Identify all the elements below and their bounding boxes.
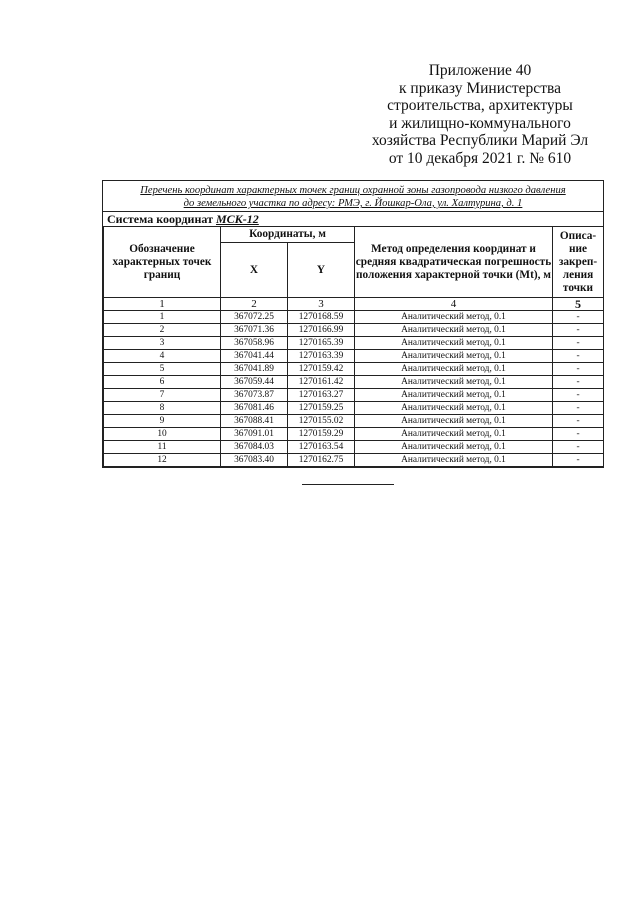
cell-y: 1270168.59 bbox=[288, 311, 355, 324]
coordinate-system bbox=[103, 211, 603, 226]
table-row bbox=[104, 454, 604, 467]
appendix-line: от 10 декабря 2021 г. № 610 bbox=[388, 149, 572, 167]
cell-x: 367059.44 bbox=[221, 376, 288, 389]
table-row bbox=[104, 311, 604, 324]
cell-x: 367088.41 bbox=[221, 415, 288, 428]
cell-y: 1270163.39 bbox=[288, 350, 355, 363]
coordinates-table bbox=[103, 226, 604, 467]
cell-y: 1270161.42 bbox=[288, 376, 355, 389]
cell-method: Аналитический метод, 0.1 bbox=[355, 350, 553, 363]
cell-y: 1270165.39 bbox=[288, 337, 355, 350]
cell-point-number: 9 bbox=[104, 415, 221, 428]
cell-y: 1270162.75 bbox=[288, 454, 355, 467]
appendix-header bbox=[330, 62, 630, 167]
document-title bbox=[103, 181, 603, 211]
cell-description: - bbox=[553, 311, 604, 324]
cell-x: 367041.89 bbox=[221, 363, 288, 376]
table-row bbox=[104, 376, 604, 389]
column-number: 1 bbox=[104, 298, 221, 311]
table-row bbox=[104, 428, 604, 441]
cell-method: Аналитический метод, 0.1 bbox=[355, 402, 553, 415]
cell-x: 367084.03 bbox=[221, 441, 288, 454]
table-row bbox=[104, 350, 604, 363]
cell-point-number: 11 bbox=[104, 441, 221, 454]
appendix-line: Приложение 40 bbox=[428, 62, 532, 79]
cell-point-number: 4 bbox=[104, 350, 221, 363]
cell-y: 1270163.27 bbox=[288, 389, 355, 402]
cell-point-number: 1 bbox=[104, 311, 221, 324]
column-number: 2 bbox=[221, 298, 288, 311]
cell-x: 367081.46 bbox=[221, 402, 288, 415]
table-row bbox=[104, 389, 604, 402]
coordinate-system-value: МСК-12 bbox=[215, 212, 259, 226]
cell-method: Аналитический метод, 0.1 bbox=[355, 428, 553, 441]
cell-point-number: 2 bbox=[104, 324, 221, 337]
cell-description: - bbox=[553, 441, 604, 454]
column-number: 3 bbox=[288, 298, 355, 311]
cell-method: Аналитический метод, 0.1 bbox=[355, 376, 553, 389]
appendix-line: хозяйства Республики Марий Эл bbox=[371, 132, 589, 149]
cell-point-number: 3 bbox=[104, 337, 221, 350]
cell-x: 367058.96 bbox=[221, 337, 288, 350]
header-point: Обозначение характерных точек границ bbox=[104, 227, 221, 298]
cell-x: 367091.01 bbox=[221, 428, 288, 441]
cell-description: - bbox=[553, 389, 604, 402]
document-title-line: до земельного участка по адресу: РМЭ, г. Йошкар-Ола, ул. Халтурина, д. 1 bbox=[183, 198, 523, 209]
appendix-line: к приказу Министерства bbox=[399, 79, 561, 97]
cell-description: - bbox=[553, 324, 604, 337]
cell-description: - bbox=[553, 337, 604, 350]
column-number: 5 bbox=[553, 298, 604, 311]
header-method: Метод определения координат и средняя квадратическая погрешность положения характерной точки (Mt), м bbox=[355, 227, 553, 298]
cell-y: 1270166.99 bbox=[288, 324, 355, 337]
document-title-line: Перечень координат характерных точек границ охранной зоны газопровода низкого давления bbox=[140, 185, 566, 196]
table-row bbox=[104, 415, 604, 428]
header-y: Y bbox=[288, 243, 355, 298]
table-body bbox=[104, 311, 604, 467]
cell-y: 1270155.02 bbox=[288, 415, 355, 428]
cell-method: Аналитический метод, 0.1 bbox=[355, 363, 553, 376]
cell-method: Аналитический метод, 0.1 bbox=[355, 415, 553, 428]
table-row bbox=[104, 337, 604, 350]
header-coordinates: Координаты, м bbox=[221, 227, 355, 243]
cell-x: 367041.44 bbox=[221, 350, 288, 363]
header-description: Описа-ние закреп-ления точки bbox=[553, 227, 604, 298]
cell-y: 1270159.25 bbox=[288, 402, 355, 415]
cell-method: Аналитический метод, 0.1 bbox=[355, 389, 553, 402]
cell-description: - bbox=[553, 428, 604, 441]
table-row bbox=[104, 324, 604, 337]
column-number: 4 bbox=[355, 298, 553, 311]
cell-y: 1270163.54 bbox=[288, 441, 355, 454]
table-row bbox=[104, 441, 604, 454]
cell-description: - bbox=[553, 350, 604, 363]
cell-description: - bbox=[553, 376, 604, 389]
cell-y: 1270159.29 bbox=[288, 428, 355, 441]
cell-point-number: 7 bbox=[104, 389, 221, 402]
cell-y: 1270159.42 bbox=[288, 363, 355, 376]
cell-description: - bbox=[553, 415, 604, 428]
appendix-line: строительства, архитектуры bbox=[387, 97, 573, 114]
cell-point-number: 5 bbox=[104, 363, 221, 376]
cell-x: 367072.25 bbox=[221, 311, 288, 324]
cell-description: - bbox=[553, 454, 604, 467]
appendix-line: и жилищно-коммунального bbox=[389, 114, 571, 132]
cell-method: Аналитический метод, 0.1 bbox=[355, 324, 553, 337]
cell-description: - bbox=[553, 363, 604, 376]
header-x: X bbox=[221, 243, 288, 298]
cell-method: Аналитический метод, 0.1 bbox=[355, 337, 553, 350]
coordinates-document bbox=[102, 180, 604, 468]
cell-description: - bbox=[553, 402, 604, 415]
cell-x: 367073.87 bbox=[221, 389, 288, 402]
table-row bbox=[104, 402, 604, 415]
cell-method: Аналитический метод, 0.1 bbox=[355, 454, 553, 467]
cell-point-number: 8 bbox=[104, 402, 221, 415]
table-row bbox=[104, 363, 604, 376]
cell-method: Аналитический метод, 0.1 bbox=[355, 441, 553, 454]
cell-point-number: 6 bbox=[104, 376, 221, 389]
coordinate-system-label: Система координат bbox=[107, 212, 213, 226]
end-divider bbox=[302, 484, 394, 485]
cell-point-number: 12 bbox=[104, 454, 221, 467]
cell-point-number: 10 bbox=[104, 428, 221, 441]
cell-x: 367083.40 bbox=[221, 454, 288, 467]
cell-method: Аналитический метод, 0.1 bbox=[355, 311, 553, 324]
cell-x: 367071.36 bbox=[221, 324, 288, 337]
